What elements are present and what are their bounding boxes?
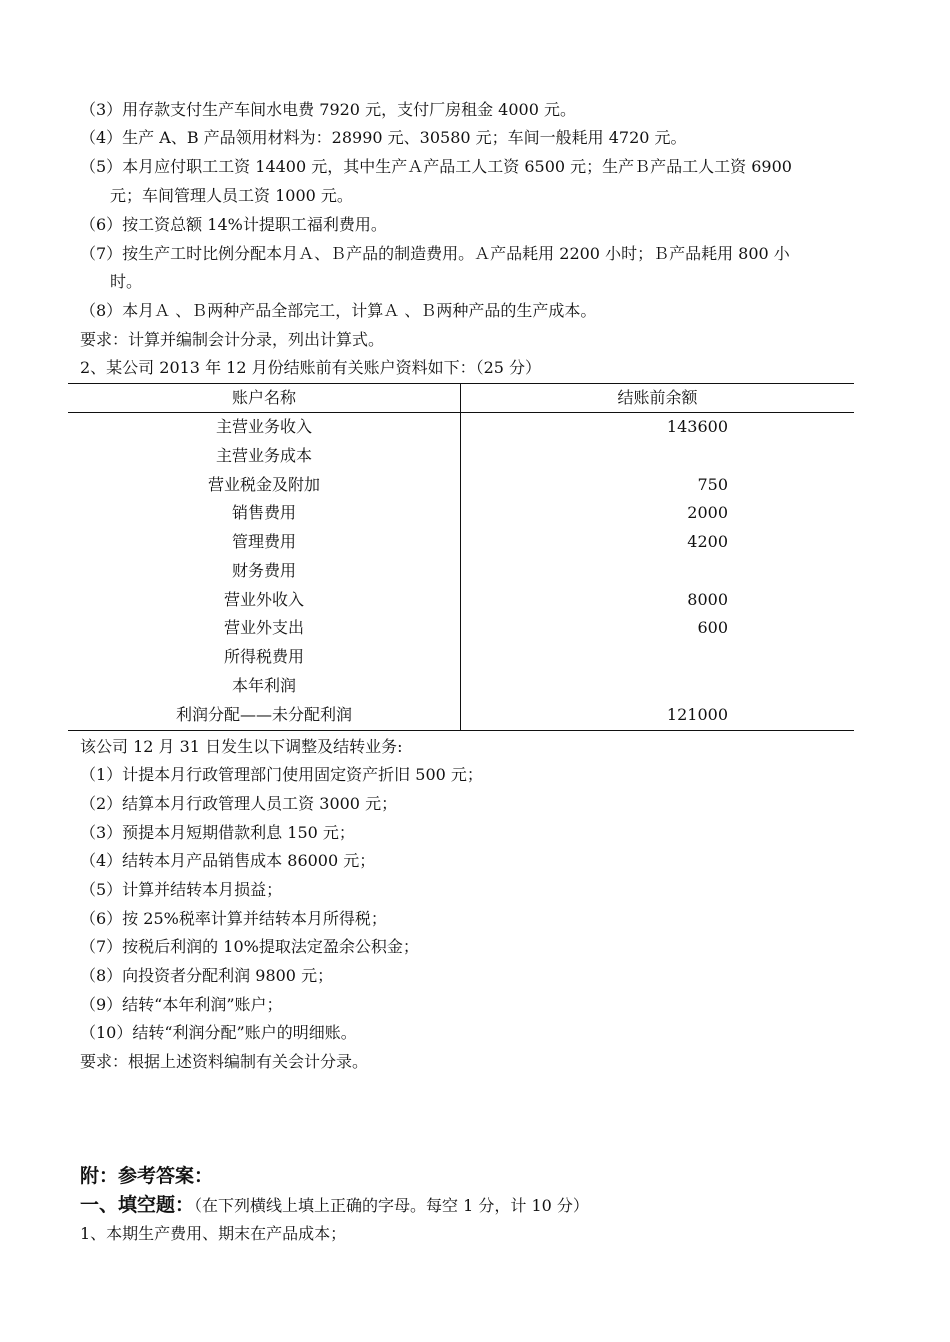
question-2-step-5: （5）计算并结转本月损益； xyxy=(80,880,283,899)
table-row-account: 本年利润 xyxy=(231,676,296,695)
table-row-account: 管理费用 xyxy=(231,532,296,551)
answer-1: 1、本期生产费用、期末在产品成本； xyxy=(80,1224,347,1243)
question-1-item-6: （6）按工资总额 14%计提职工福利费用。 xyxy=(80,215,387,234)
question-1-item-3: （3）用存款支付生产车间水电费 7920 元，支付厂房租金 4000 元。 xyxy=(80,100,576,119)
question-1-item-5-continued: 元；车间管理人员工资 1000 元。 xyxy=(110,186,353,205)
question-1-item-8: （8）本月Ａ 、Ｂ两种产品全部完工，计算Ａ 、Ｂ两种产品的生产成本。 xyxy=(80,301,597,320)
table-row-balance: 2000 xyxy=(687,503,728,522)
table-header-balance: 结账前余额 xyxy=(617,388,698,407)
question-1-requirement: 要求：计算并编制会计分录，列出计算式。 xyxy=(80,330,385,349)
table-row-balance: 4200 xyxy=(687,532,728,551)
section-1-title: 一、填空题： xyxy=(80,1194,195,1216)
table-row-balance: 8000 xyxy=(687,590,728,609)
question-2-step-9: （9）结转“本年利润”账户； xyxy=(80,995,283,1014)
table-row-account: 主营业务收入 xyxy=(215,417,312,436)
account-balance-table xyxy=(68,383,854,731)
table-row-account: 营业外支出 xyxy=(223,618,304,637)
question-1-item-7-continued: 时。 xyxy=(110,272,143,291)
question-2-title: 2、某公司 2013 年 12 月份结账前有关账户资料如下：（25 分） xyxy=(80,358,542,377)
question-2-intro: 该公司 12 月 31 日发生以下调整及结转业务: xyxy=(80,737,403,756)
appendix-heading: 附：参考答案： xyxy=(80,1165,214,1187)
question-2-step-6: （6）按 25%税率计算并结转本月所得税； xyxy=(80,909,387,928)
question-2-step-1: （1）计提本月行政管理部门使用固定资产折旧 500 元； xyxy=(80,765,483,784)
section-1-heading xyxy=(80,1191,589,1220)
table-row-account: 利润分配——未分配利润 xyxy=(175,705,352,724)
question-2-step-10: （10）结转“利润分配”账户的明细账。 xyxy=(80,1023,357,1042)
question-2-requirement: 要求：根据上述资料编制有关会计分录。 xyxy=(80,1052,369,1071)
table-row-balance: 121000 xyxy=(666,705,728,724)
question-1-item-7: （7）按生产工时比例分配本月Ａ、Ｂ产品的制造费用。Ａ产品耗用 2200 小时；Ｂ产品耗用 800 小 xyxy=(80,244,790,263)
question-2-step-8: （8）向投资者分配利润 9800 元； xyxy=(80,966,334,985)
section-1-note: （在下列横线上填上正确的字母。每空 1 分，计 10 分） xyxy=(194,1196,589,1215)
table-row-account: 财务费用 xyxy=(231,561,296,580)
question-1-item-5: （5）本月应付职工工资 14400 元，其中生产Ａ产品工人工资 6500 元；生产Ｂ产品工人工资 6900 xyxy=(80,157,792,176)
question-2-step-4: （4）结转本月产品销售成本 86000 元； xyxy=(80,851,376,870)
question-2-step-2: （2）结算本月行政管理人员工资 3000 元； xyxy=(80,794,398,813)
table-row-account: 销售费用 xyxy=(231,503,296,522)
question-1-item-4: （4）生产 A、B 产品领用材料为：28990 元、30580 元；车间一般耗用 4720 元。 xyxy=(80,128,687,147)
table-row-account: 营业税金及附加 xyxy=(207,475,320,494)
table-row-account: 主营业务成本 xyxy=(215,446,312,465)
table-row-balance: 143600 xyxy=(666,417,728,436)
question-2-step-7: （7）按税后利润的 10%提取法定盈余公积金； xyxy=(80,937,419,956)
table-row-balance: 750 xyxy=(697,475,728,494)
table-header-account-name: 账户名称 xyxy=(231,388,296,407)
question-2-step-3: （3）预提本月短期借款利息 150 元； xyxy=(80,823,355,842)
table-row-balance: 600 xyxy=(697,618,728,637)
table-row-account: 所得税费用 xyxy=(223,647,304,666)
table-row-account: 营业外收入 xyxy=(223,590,304,609)
table-column-divider xyxy=(460,384,461,730)
